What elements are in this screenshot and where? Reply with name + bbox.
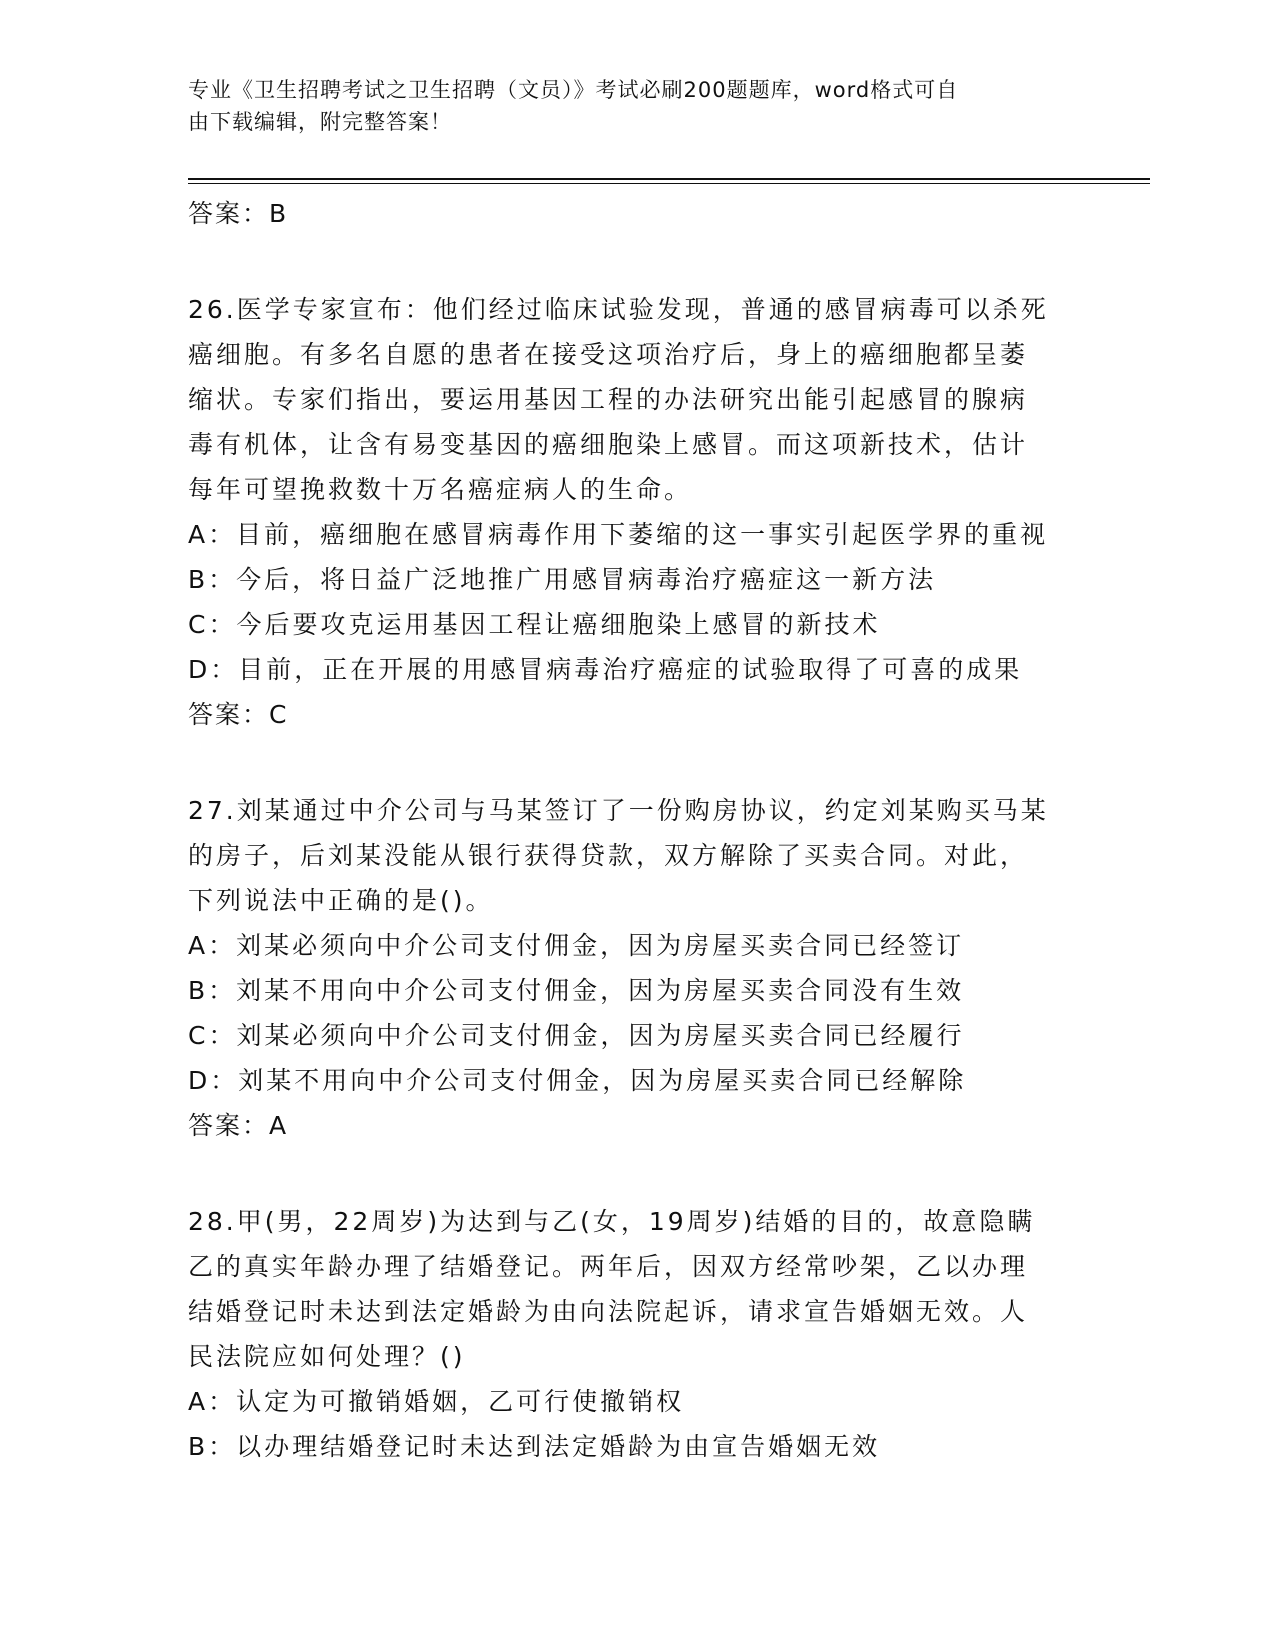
- header-line-2: 由下载编辑，附完整答案！: [188, 110, 452, 134]
- question-stem-line: 毒有机体，让含有易变基因的癌细胞染上感冒。而这项新技术，估计: [188, 430, 1029, 459]
- question-stem-line: 的房子，后刘某没能从银行获得贷款，双方解除了买卖合同。对此，: [188, 841, 1029, 870]
- question-stem-line: 民法院应如何处理？(): [188, 1342, 466, 1371]
- answer-label: 答案：C: [188, 700, 289, 729]
- question-stem-line: 每年可望挽救数十万名癌症病人的生命。: [188, 475, 693, 504]
- option-c: C：今后要攻克运用基因工程让癌细胞染上感冒的新技术: [188, 610, 881, 639]
- question-27: [188, 788, 1088, 1149]
- option-d: D：刘某不用向中介公司支付佣金，因为房屋买卖合同已经解除: [188, 1066, 967, 1095]
- question-stem-line: 乙的真实年龄办理了结婚登记。两年后，因双方经常吵架，乙以办理: [188, 1252, 1029, 1281]
- option-c: C：刘某必须向中介公司支付佣金，因为房屋买卖合同已经履行: [188, 1021, 965, 1050]
- question-stem-line: 缩状。专家们指出，要运用基因工程的办法研究出能引起感冒的腺病: [188, 385, 1029, 414]
- question-stem-line: 28.甲(男，22周岁)为达到与乙(女，19周岁)结婚的目的，故意隐瞒: [188, 1207, 1036, 1236]
- option-b: B：今后，将日益广泛地推广用感冒病毒治疗癌症这一新方法: [188, 565, 937, 594]
- option-d: D：目前，正在开展的用感冒病毒治疗癌症的试验取得了可喜的成果: [188, 655, 1023, 684]
- option-b: B：以办理结婚登记时未达到法定婚龄为由宣告婚姻无效: [188, 1432, 881, 1461]
- question-stem-line: 27.刘某通过中介公司与马某签订了一份购房协议，约定刘某购买马某: [188, 796, 1049, 825]
- option-a: A：认定为可撤销婚姻，乙可行使撤销权: [188, 1387, 685, 1416]
- question-stem-line: 下列说法中正确的是()。: [188, 886, 494, 915]
- header-line-1: 专业《卫生招聘考试之卫生招聘（文员）》考试必刷200题题库，word格式可自: [188, 78, 959, 102]
- answer-label: 答案：A: [188, 1111, 289, 1140]
- option-a: A：目前，癌细胞在感冒病毒作用下萎缩的这一事实引起医学界的重视: [188, 520, 1049, 549]
- answer-label: 答案：B: [188, 199, 289, 228]
- question-stem-line: 结婚登记时未达到法定婚龄为由向法院起诉，请求宣告婚姻无效。人: [188, 1297, 1029, 1326]
- page-content: [188, 188, 1088, 1469]
- header-divider-thin: [188, 183, 1150, 184]
- option-b: B：刘某不用向中介公司支付佣金，因为房屋买卖合同没有生效: [188, 976, 965, 1005]
- option-a: A：刘某必须向中介公司支付佣金，因为房屋买卖合同已经签订: [188, 931, 965, 960]
- question-stem-line: 癌细胞。有多名自愿的患者在接受这项治疗后，身上的癌细胞都呈萎: [188, 340, 1029, 369]
- header-divider: [188, 178, 1150, 180]
- question-stem-line: 26.医学专家宣布：他们经过临床试验发现，普通的感冒病毒可以杀死: [188, 295, 1049, 324]
- page-header: [188, 74, 1068, 138]
- question-28: [188, 1199, 1088, 1469]
- question-26: [188, 287, 1088, 738]
